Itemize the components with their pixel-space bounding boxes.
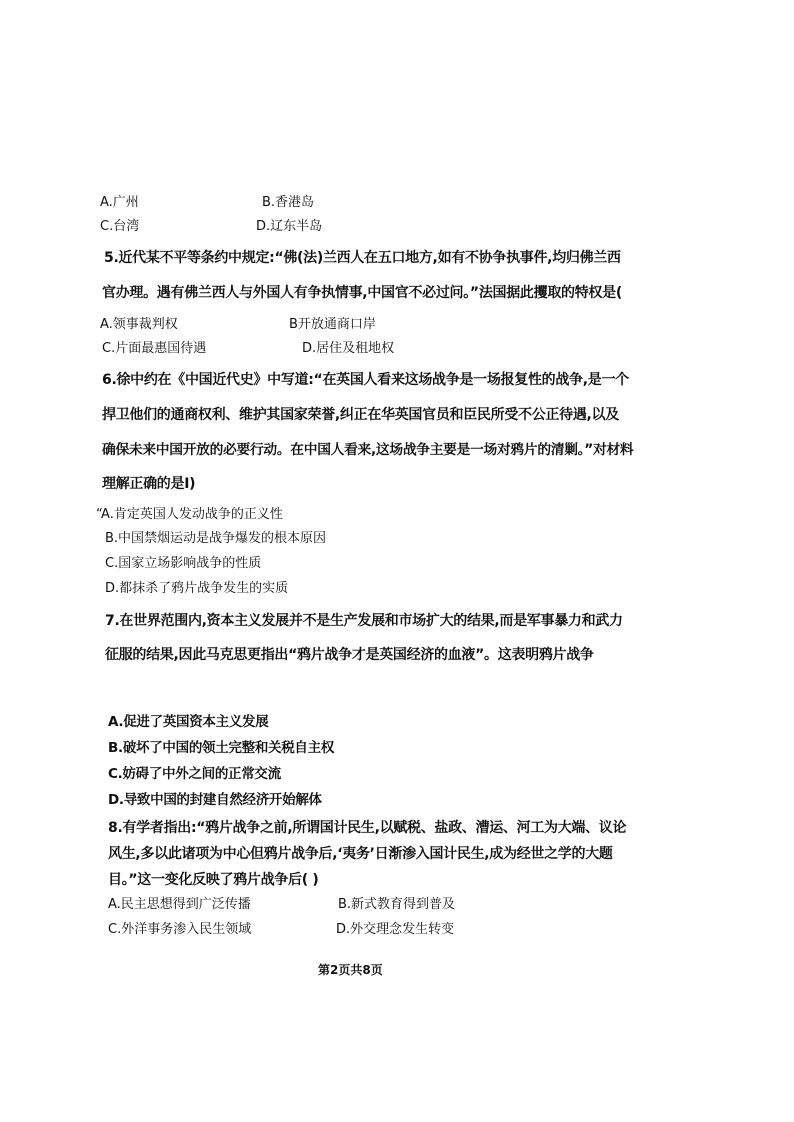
- q8-option-a: A.民主思想得到广泛传播: [108, 897, 251, 912]
- q5-option-c: C.片面最惠国待遇: [102, 341, 207, 356]
- q6-option-a: “A.肯定英国人发动战争的正义性: [96, 507, 283, 522]
- q6-option-c: C.国家立场影响战争的性质: [105, 556, 262, 571]
- q7-option-a: A.促进了英国资本主义发展: [108, 714, 269, 730]
- q6-option-d: D.都抹杀了鸦片战争发生的实质: [105, 581, 289, 596]
- q6-option-b: B.中国禁烟运动是战争爆发的根本原因: [105, 531, 327, 546]
- q6-stem-line4: 理解正确的是I): [102, 476, 196, 492]
- q6-stem-line1: 6.徐中约在《中国近代史》中写道:“在英国人看来这场战争是一场报复性的战争,是一个: [102, 372, 629, 388]
- q7-option-d: D.导致中国的封建自然经济开始解体: [108, 792, 322, 808]
- q4-option-b: B.香港岛: [262, 195, 315, 210]
- q5-stem-line1: 5.近代某不平等条约中规定:“佛(法)兰西人在五口地方,如有不协争执事件,均归佛兰西: [104, 250, 621, 266]
- q8-option-c: C.外洋事务渗入民生领域: [108, 922, 252, 937]
- q7-stem-line2: 征服的结果,因此马克思更指出“鸦片战争才是英国经济的血液”。这表明鸦片战争: [105, 647, 594, 663]
- q5-option-d: D.居住及租地权: [302, 341, 395, 356]
- q5-stem-line2: 官办理。遇有佛兰西人与外国人有争执情事,中国官不必过问。”法国据此攫取的特权是(: [102, 285, 622, 301]
- q4-option-d: D.辽东半岛: [256, 219, 323, 234]
- q4-option-a: A.广州: [100, 195, 139, 210]
- q5-option-b: B开放通商口岸: [289, 317, 376, 332]
- q6-stem-line3: 确保未来中国开放的必要行动。在中国人看来,这场战争主要是一场对鸦片的清剿。”对材料: [102, 442, 634, 458]
- q8-stem-line1: 8.有学者指出:“鸦片战争之前,所谓国计民生,以赋税、盐政、漕运、河工为大端、议论: [108, 820, 627, 836]
- q5-option-a: A.领事裁判权: [100, 317, 178, 332]
- q7-option-b: B.破坏了中国的领土完整和关税自主权: [108, 740, 335, 756]
- q7-stem-line1: 7.在世界范围内,资本主义发展并不是生产发展和市场扩大的结果,而是军事暴力和武力: [105, 613, 623, 629]
- q8-option-d: D.外交理念发生转变: [336, 922, 455, 937]
- q8-stem-line3: 目。”这一变化反映了鸦片战争后( ): [108, 872, 319, 888]
- q7-option-c: C.妨碍了中外之间的正常交流: [108, 766, 281, 782]
- q8-option-b: B.新式教育得到普及: [338, 897, 456, 912]
- q6-stem-line2: 捍卫他们的通商权利、维护其国家荣誉,纠正在华英国官员和臣民所受不公正待遇,以及: [102, 407, 619, 423]
- q4-option-c: C.台湾: [100, 219, 140, 234]
- page-number-footer: 第2页共8页: [318, 963, 383, 977]
- q8-stem-line2: 风生,多以此诸项为中心但鸦片战争后,‘夷务’日渐渗入国计民生,成为经世之学的大题: [108, 846, 613, 862]
